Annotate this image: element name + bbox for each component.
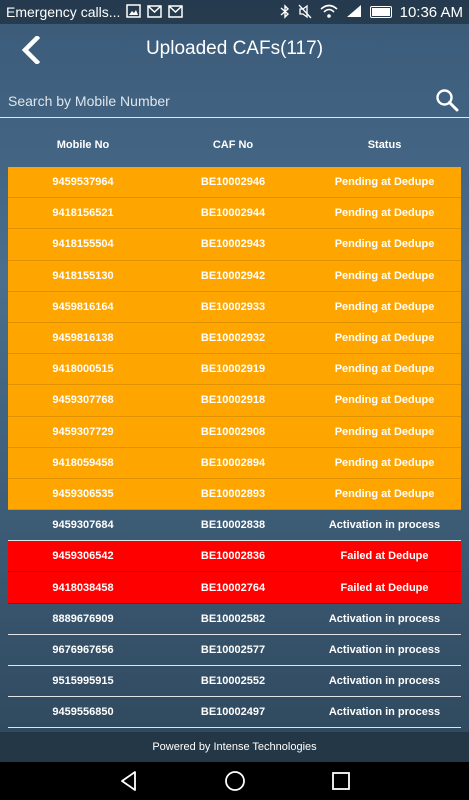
row-status: Pending at Dedupe (334, 456, 435, 469)
row-mobile-number: 9418156521 (52, 207, 114, 220)
row-caf-number: BE10002836 (200, 550, 266, 563)
row-caf-number: BE10002893 (200, 487, 266, 500)
row-status: Pending at Dedupe (334, 238, 435, 251)
table-row[interactable] (8, 541, 461, 572)
nav-recents-button[interactable] (328, 768, 354, 794)
row-mobile-number: 9418155130 (52, 269, 114, 282)
mail-icon (168, 5, 183, 20)
clock: 10:36 AM (399, 3, 463, 21)
row-mobile-number: 9515995915 (52, 675, 114, 688)
navigation-bar (0, 762, 469, 800)
row-caf-number: BE10002944 (200, 207, 266, 220)
row-caf-number: BE10002933 (200, 300, 266, 313)
table-row[interactable] (8, 479, 461, 510)
row-status: Pending at Dedupe (334, 394, 435, 407)
search-bar (0, 84, 469, 118)
row-caf-number: BE10002577 (200, 643, 266, 656)
row-caf-number: BE10002943 (200, 238, 266, 251)
row-status: Activation in process (328, 643, 441, 656)
row-caf-number: BE10002932 (200, 332, 266, 345)
row-status: Failed at Dedupe (340, 581, 429, 594)
table-row[interactable] (8, 417, 461, 448)
search-input[interactable] (8, 88, 418, 114)
wifi-icon (320, 4, 338, 20)
home-circle-icon (224, 770, 246, 792)
mail-icon (147, 5, 162, 20)
status-bar-left (6, 4, 280, 20)
recents-square-icon (330, 770, 352, 792)
row-status: Pending at Dedupe (334, 425, 435, 438)
row-mobile-number: 9459306535 (52, 487, 114, 500)
status-bar-right (280, 4, 463, 21)
table-row[interactable] (8, 697, 461, 728)
table-row[interactable] (8, 167, 461, 198)
row-mobile-number: 9418000515 (52, 363, 114, 376)
row-caf-number: BE10002894 (200, 456, 266, 469)
row-caf-number: BE10002918 (200, 394, 266, 407)
row-mobile-number: 9459816138 (52, 332, 114, 345)
status-bar (0, 0, 469, 24)
table-row[interactable] (8, 666, 461, 697)
footer-text: Powered by Intense Technologies (152, 741, 317, 753)
table-header (8, 132, 461, 158)
row-mobile-number: 9418155504 (52, 238, 114, 251)
bluetooth-icon (280, 4, 290, 21)
column-header-mobile: Mobile No (56, 139, 110, 151)
carrier-text: Emergency calls... (6, 4, 121, 20)
row-caf-number: BE10002946 (200, 176, 266, 189)
table-row[interactable] (8, 635, 461, 666)
row-status: Pending at Dedupe (334, 332, 435, 345)
column-header-caf: CAF No (212, 139, 254, 151)
row-caf-number: BE10002497 (200, 706, 266, 719)
row-mobile-number: 9459307684 (52, 519, 114, 532)
row-caf-number: BE10002919 (200, 363, 266, 376)
row-status: Pending at Dedupe (334, 300, 435, 313)
search-icon[interactable] (435, 88, 459, 112)
row-mobile-number: 8889676909 (52, 612, 114, 625)
column-header-status: Status (367, 139, 402, 151)
row-status: Activation in process (328, 519, 441, 532)
back-triangle-icon (118, 770, 140, 792)
nav-home-button[interactable] (222, 768, 248, 794)
row-caf-number: BE10002552 (200, 675, 266, 688)
row-status: Pending at Dedupe (334, 363, 435, 376)
table-row[interactable] (8, 572, 461, 603)
row-caf-number: BE10002582 (200, 612, 266, 625)
table-row[interactable] (8, 229, 461, 260)
row-mobile-number: 9459816164 (52, 300, 114, 313)
row-status: Pending at Dedupe (334, 207, 435, 220)
caf-table-body (8, 167, 461, 728)
page-title: Uploaded CAFs(117) (145, 38, 324, 59)
nav-back-button[interactable] (116, 768, 142, 794)
table-row[interactable] (8, 323, 461, 354)
row-mobile-number: 9459537964 (52, 176, 114, 189)
row-caf-number: BE10002942 (200, 269, 266, 282)
row-mobile-number: 9459556850 (52, 706, 114, 719)
table-row[interactable] (8, 448, 461, 479)
footer (0, 732, 469, 762)
row-caf-number: BE10002764 (200, 581, 266, 594)
row-status: Pending at Dedupe (334, 487, 435, 500)
table-row[interactable] (8, 292, 461, 323)
row-status: Pending at Dedupe (334, 269, 435, 282)
row-status: Activation in process (328, 706, 441, 719)
row-status: Activation in process (328, 675, 441, 688)
row-mobile-number: 9459307729 (52, 425, 114, 438)
row-status: Activation in process (328, 612, 441, 625)
header (0, 24, 469, 76)
row-status: Pending at Dedupe (334, 176, 435, 189)
row-mobile-number: 9418059458 (52, 456, 114, 469)
row-mobile-number: 9459306542 (52, 550, 114, 563)
mute-icon (298, 4, 312, 21)
image-icon (126, 4, 141, 20)
table-row[interactable] (8, 198, 461, 229)
row-caf-number: BE10002908 (200, 425, 266, 438)
table-row[interactable] (8, 261, 461, 292)
row-mobile-number: 9676967656 (52, 643, 114, 656)
table-row[interactable] (8, 385, 461, 416)
table-row[interactable] (8, 354, 461, 385)
row-mobile-number: 9418038458 (52, 581, 114, 594)
row-mobile-number: 9459307768 (52, 394, 114, 407)
row-status: Failed at Dedupe (340, 550, 429, 563)
signal-icon (346, 4, 362, 20)
battery-icon (370, 6, 392, 18)
table-row[interactable] (8, 510, 461, 541)
table-row[interactable] (8, 604, 461, 635)
row-caf-number: BE10002838 (200, 519, 266, 532)
